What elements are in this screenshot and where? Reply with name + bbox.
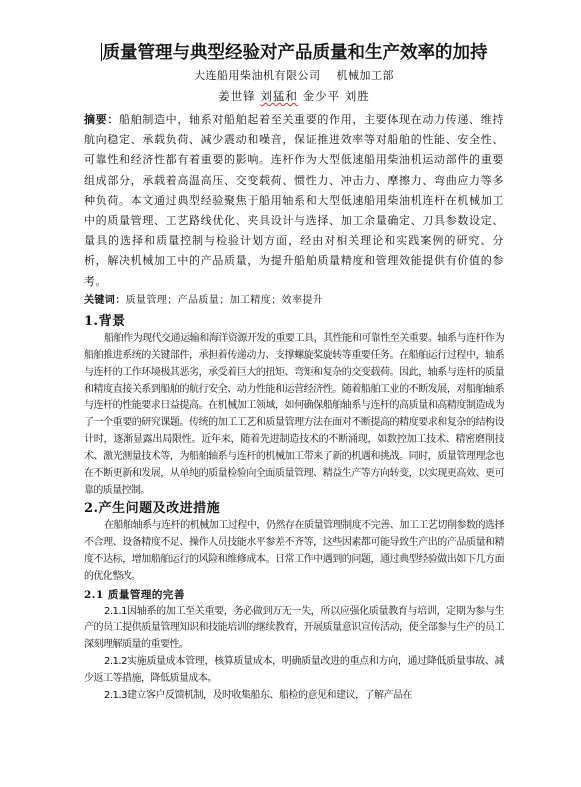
text-cursor bbox=[101, 43, 102, 61]
section-1-paragraph: 船舶作为现代交通运输和海洋资源开发的重要工具，其性能和可靠性至关重要。轴系与连杆作为船舶推进系统的关键部件，承担着传递动力、支撑螺旋桨旋转等重要任务。在船舶运行过程中，轴系与连杆的工作环境极其恶劣，承受着巨大的扭矩、弯矩和复杂的交变载荷。因此，轴系与连杆的质量和精度直接关系到船舶的航行安全、动力性能和运营经济性。随着船舶工业的不断发展，对船舶轴系与连杆的性能要求日益提高。在机械加工领域，如何确保船舶轴系与连杆的高质量和高精度制造成为了一个重要的研究课题。传统的加工工艺和质量管理方法在面对不断提高的精度要求和复杂的结构设计时，逐渐显露出局限性。近年来，随着先进制造技术的不断涌现，如数控加工技术、精密磨削技术、激光测量技术等，为船舶轴系与连杆的机械加工带来了新的机遇和挑战。同时，质量管理理念也在不断更新和发展，从单纯的质量检验向全面质量管理、精益生产等方向转变，以实现更高效、更可靠的质量控制。 bbox=[84, 332, 504, 496]
section-2-1-3-paragraph bbox=[84, 688, 504, 705]
affiliation-company: 大连船用柴油机有限公司 bbox=[194, 69, 321, 82]
section-1-heading: 1.背景 bbox=[84, 313, 126, 329]
paper-page bbox=[84, 40, 504, 705]
section-2-1-1-number: 2.1.1 bbox=[104, 605, 127, 617]
section-2-heading: 2.产生问题及改进措施 bbox=[84, 500, 221, 516]
abstract-text: 船舶制造中，轴系对船舶起着至关重要的作用，主要体现在动力传递、维持航向稳定、承载负荷、减少震动和噪音，保证推进效率等对船舶的性能、安全性、可靠性和经济性都有着重要的影响。连杆作为大型低速船用柴油机运动部件的重要组成部分，承载着高温高压、交变载荷、惯性力、冲击力、摩擦力、弯曲应力等多种负荷。本文通过典型经验聚焦于船用轴系和大型低速船用柴油机连杆在机械加工中的质量管理、工艺路线优化、夹具设计与选择、加工余量确定、刀具参数设定、量具的选择和质量控制与检验计划方面，经由对相关理论和实践案例的研究、分析，解决机械加工中的产品质量，为提升船舶质量精度和管理效能提供有价值的参考。 bbox=[84, 113, 504, 288]
section-2-1-2-text: 实施质量成本管理，核算质量成本，明确质量改进的重点和方向，通过降低质量事故、减少返工等措施，降低质量成本。 bbox=[84, 656, 504, 685]
section-2-1-2-paragraph bbox=[84, 654, 504, 688]
author-spellcheck-marked: 刘猛和 bbox=[260, 89, 298, 103]
section-2-1-3-number: 2.1.3 bbox=[104, 690, 127, 702]
authors bbox=[84, 88, 504, 104]
keywords bbox=[84, 292, 504, 309]
section-2-1-2-number: 2.1.2 bbox=[104, 656, 127, 668]
section-2-1-3-text: 建立客户反馈机制，及时收集船东、船检的意见和建议，了解产品在 bbox=[126, 690, 412, 702]
paper-title-text: 质量管理与典型经验对产品质量和生产效率的加持 bbox=[102, 43, 488, 63]
affiliation-dept: 机械加工部 bbox=[336, 69, 394, 82]
abstract-label: 摘要： bbox=[84, 113, 120, 126]
affiliation bbox=[84, 68, 504, 84]
keywords-text: 质量管理；产品质量；加工精度；效率提升 bbox=[125, 294, 324, 306]
section-2-1-heading: 2.1 质量管理的完善 bbox=[84, 588, 185, 601]
section-2-1-1-paragraph bbox=[84, 604, 504, 655]
abstract bbox=[84, 110, 504, 292]
section-2-1-1-text: 因轴系的加工至关重要，务必做到万无一失，所以应强化质量教育与培训，定期为参与生产的员工提供质量管理知识和技能培训的继续教育，开展质量意识宣传活动，使全部参与生产的员工深刻理解质量的重要性。 bbox=[84, 605, 504, 651]
keywords-label: 关键词： bbox=[84, 294, 126, 306]
section-2-paragraph: 在船舶轴系与连杆的机械加工过程中，仍然存在质量管理制度不完善、加工工艺切削参数的选择不合理、设备精度不足、操作人员技能水平参差不齐等，这些因素都可能导致生产出的产品质量和精度不达标，增加船舶运行的风险和维修成本。日常工作中遇到的问题，通过典型经验做出如下几方面的优化整改。 bbox=[84, 519, 504, 582]
authors-post: 金少平 刘胜 bbox=[297, 89, 370, 103]
paper-title bbox=[84, 40, 504, 66]
authors-pre: 姜世锋 bbox=[218, 89, 261, 103]
